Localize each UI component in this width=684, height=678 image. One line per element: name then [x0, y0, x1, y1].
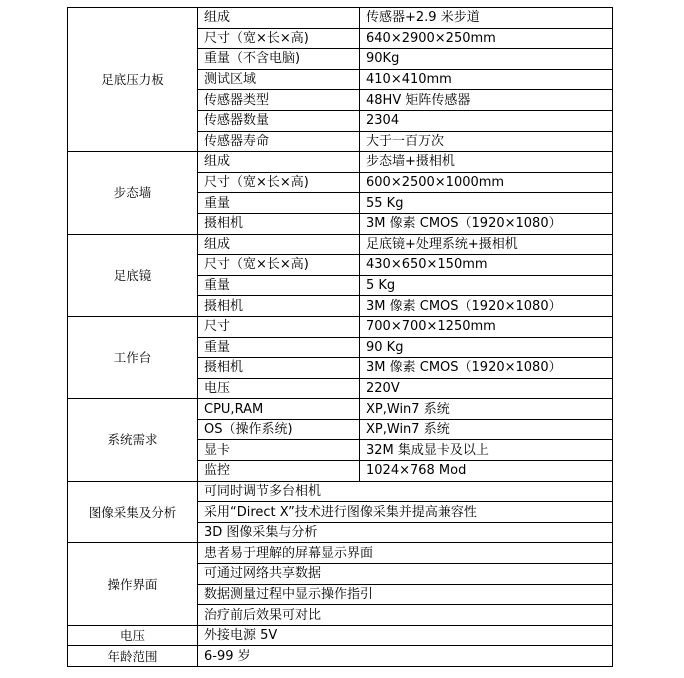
category-cell: 步态墙 — [68, 152, 198, 234]
spec-wide-cell: 采用“Direct X”技术进行图像采集并提高兼容性 — [198, 502, 613, 523]
spec-key-cell: 重量 — [198, 337, 360, 358]
spec-wide-cell: 治疗前后效果可对比 — [198, 605, 613, 626]
spec-key-cell: 尺寸（宽×长×高) — [198, 28, 360, 49]
table-row — [68, 481, 613, 502]
spec-key-cell: 组成 — [198, 234, 360, 255]
table-row — [68, 152, 613, 173]
spec-value-cell: 3M 像素 CMOS（1920×1080） — [360, 358, 613, 379]
spec-wide-cell: 3D 图像采集与分析 — [198, 522, 613, 543]
spec-value-cell: XP,Win7 系统 — [360, 399, 613, 420]
spec-value-cell: 55 Kg — [360, 193, 613, 214]
spec-wide-cell: 6-99 岁 — [198, 646, 613, 667]
table-row — [68, 625, 613, 646]
spec-key-cell: 重量 — [198, 275, 360, 296]
spec-key-cell: 传感器数量 — [198, 110, 360, 131]
category-cell: 年龄范围 — [68, 646, 198, 667]
spec-key-cell: 组成 — [198, 152, 360, 173]
spec-value-cell: 3M 像素 CMOS（1920×1080） — [360, 213, 613, 234]
category-cell: 足底压力板 — [68, 8, 198, 152]
spec-value-cell: 700×700×1250mm — [360, 316, 613, 337]
category-cell: 足底镜 — [68, 234, 198, 316]
spec-value-cell: 430×650×150mm — [360, 255, 613, 276]
spec-value-cell: 传感器+2.9 米步道 — [360, 8, 613, 29]
spec-key-cell: 尺寸 — [198, 316, 360, 337]
table-row — [68, 399, 613, 420]
spec-key-cell: 组成 — [198, 8, 360, 29]
category-cell: 电压 — [68, 625, 198, 646]
spec-value-cell: 640×2900×250mm — [360, 28, 613, 49]
spec-wide-cell: 数据测量过程中显示操作指引 — [198, 584, 613, 605]
spec-value-cell: 48HV 矩阵传感器 — [360, 90, 613, 111]
spec-wide-cell: 可通过网络共享数据 — [198, 564, 613, 585]
spec-key-cell: 重量 — [198, 193, 360, 214]
table-row — [68, 316, 613, 337]
table-row — [68, 8, 613, 29]
spec-key-cell: 传感器寿命 — [198, 131, 360, 152]
spec-value-cell: 步态墙+摄相机 — [360, 152, 613, 173]
spec-key-cell: 尺寸（宽×长×高) — [198, 255, 360, 276]
category-cell: 操作界面 — [68, 543, 198, 625]
spec-value-cell: 90 Kg — [360, 337, 613, 358]
spec-value-cell: XP,Win7 系统 — [360, 419, 613, 440]
category-cell: 图像采集及分析 — [68, 481, 198, 543]
table-row — [68, 543, 613, 564]
spec-key-cell: OS（操作系统) — [198, 419, 360, 440]
spec-value-cell: 410×410mm — [360, 69, 613, 90]
spec-table — [67, 7, 613, 667]
spec-value-cell: 1024×768 Mod — [360, 461, 613, 482]
spec-key-cell: 测试区域 — [198, 69, 360, 90]
spec-key-cell: 电压 — [198, 378, 360, 399]
spec-key-cell: 重量（不含电脑) — [198, 49, 360, 70]
spec-key-cell: 监控 — [198, 461, 360, 482]
spec-value-cell: 220V — [360, 378, 613, 399]
spec-wide-cell: 外接电源 5V — [198, 625, 613, 646]
spec-key-cell: 摄相机 — [198, 296, 360, 317]
spec-key-cell: 摄相机 — [198, 358, 360, 379]
table-row — [68, 646, 613, 667]
spec-key-cell: CPU,RAM — [198, 399, 360, 420]
spec-key-cell: 摄相机 — [198, 213, 360, 234]
spec-key-cell: 传感器类型 — [198, 90, 360, 111]
spec-value-cell: 3M 像素 CMOS（1920×1080） — [360, 296, 613, 317]
spec-value-cell: 32M 集成显卡及以上 — [360, 440, 613, 461]
spec-key-cell: 尺寸（宽×长×高) — [198, 172, 360, 193]
category-cell: 系统需求 — [68, 399, 198, 481]
spec-value-cell: 90Kg — [360, 49, 613, 70]
spec-value-cell: 5 Kg — [360, 275, 613, 296]
spec-value-cell: 600×2500×1000mm — [360, 172, 613, 193]
spec-wide-cell: 可同时调节多台相机 — [198, 481, 613, 502]
spec-table-body — [68, 8, 613, 667]
spec-value-cell: 2304 — [360, 110, 613, 131]
category-cell: 工作台 — [68, 316, 198, 398]
spec-value-cell: 大于一百万次 — [360, 131, 613, 152]
spec-key-cell: 显卡 — [198, 440, 360, 461]
spec-value-cell: 足底镜+处理系统+摄相机 — [360, 234, 613, 255]
spec-wide-cell: 患者易于理解的屏幕显示界面 — [198, 543, 613, 564]
table-row — [68, 234, 613, 255]
